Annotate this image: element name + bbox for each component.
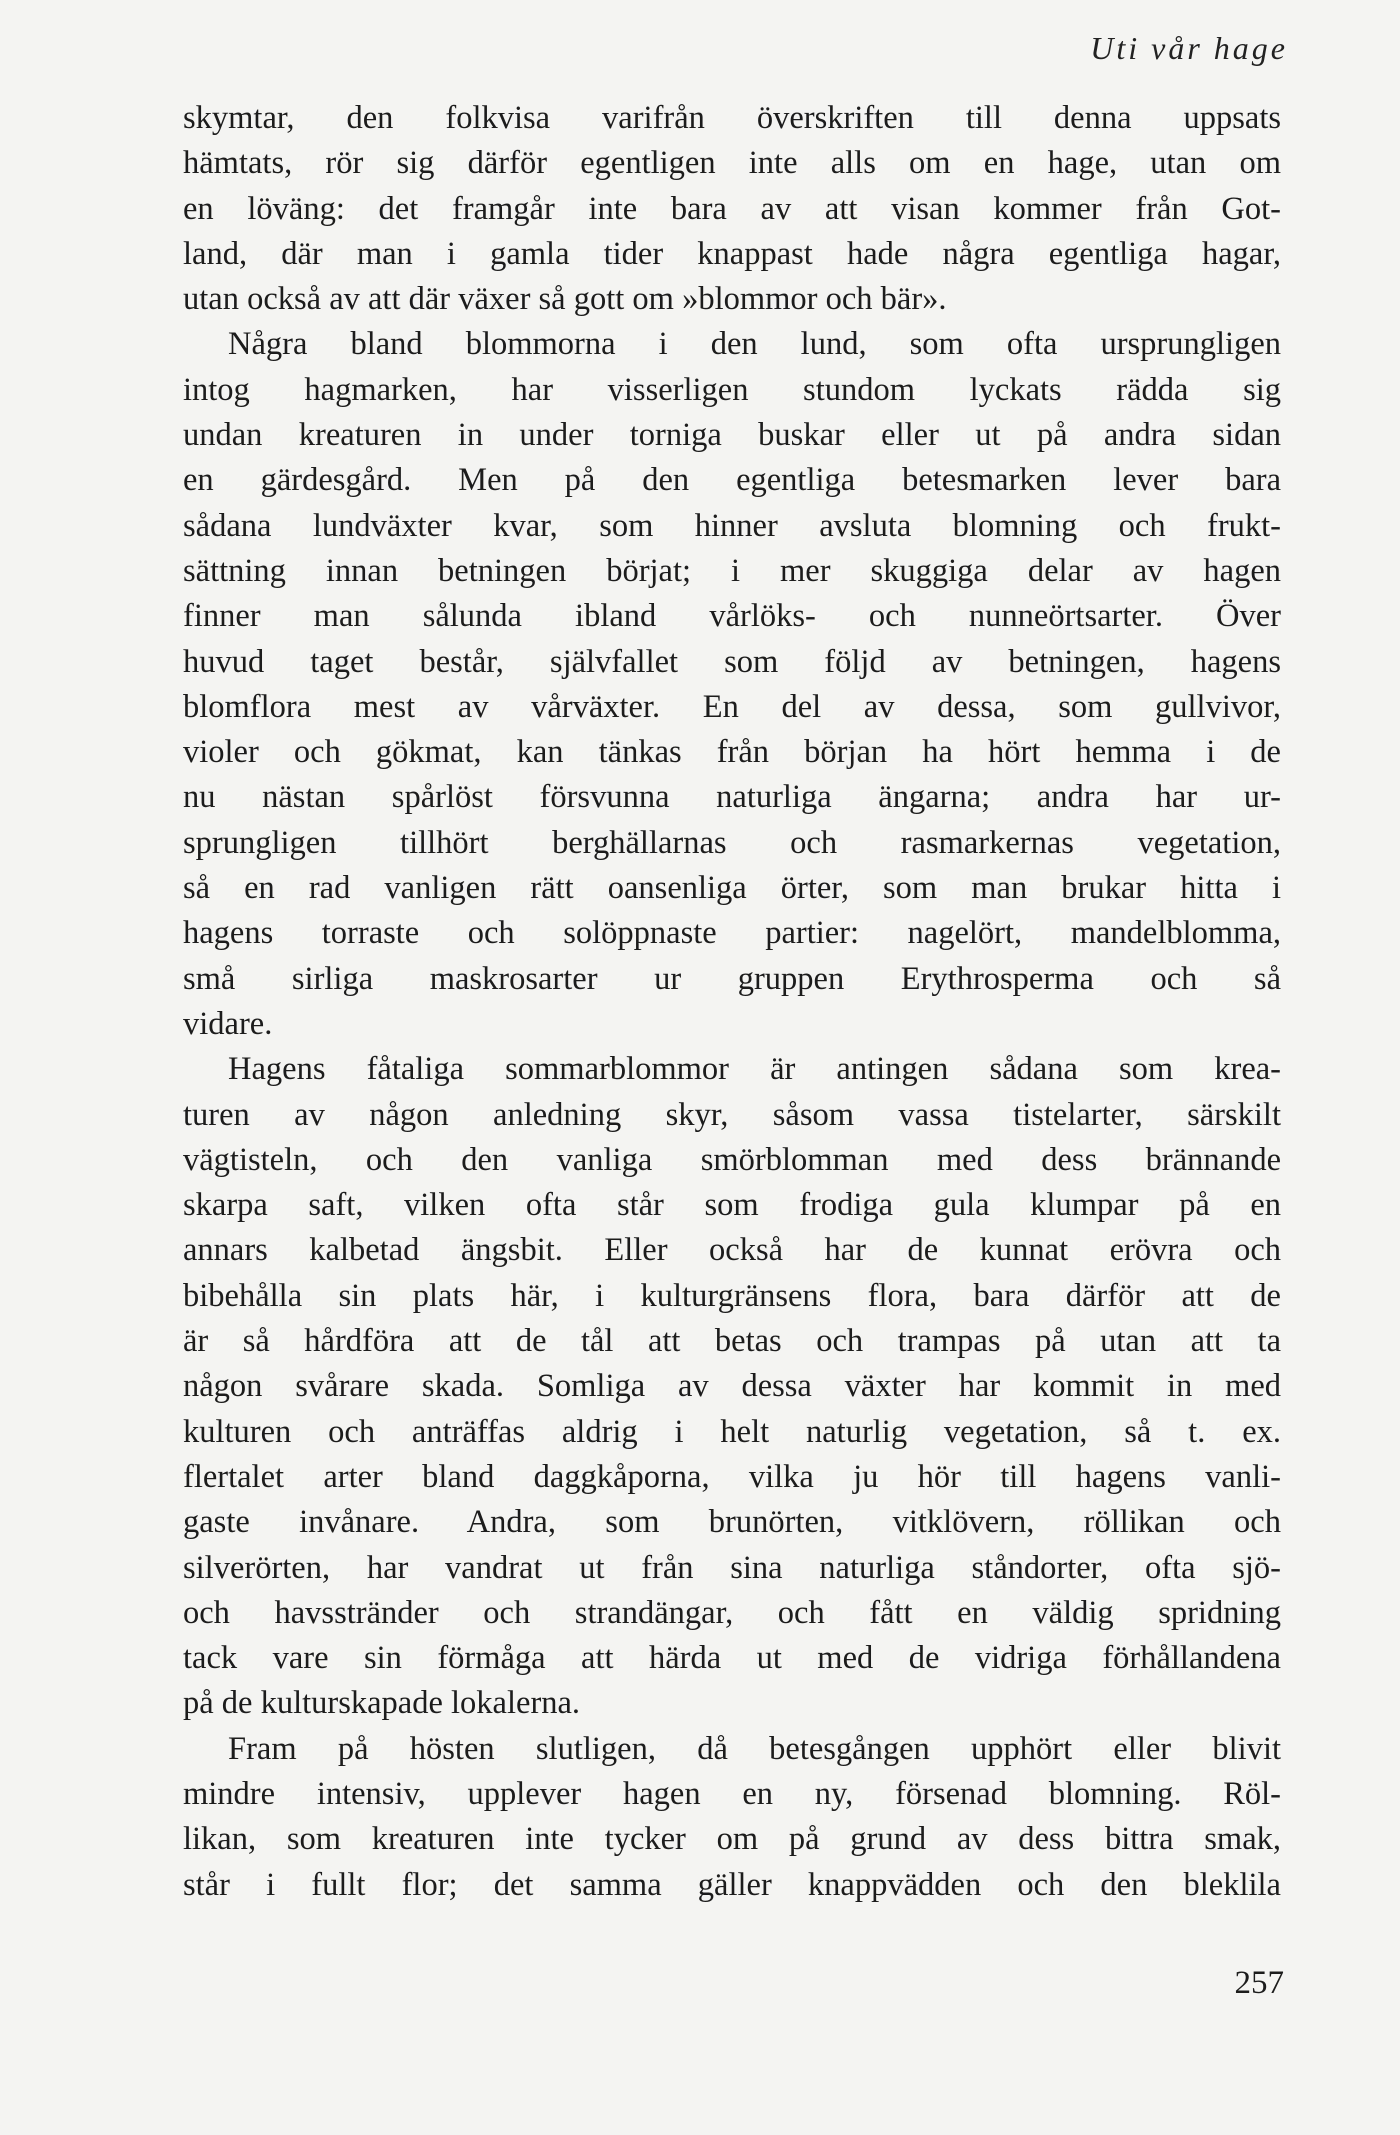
text-line: bibehålla sin plats här, i kulturgränsens flora, bara därför att de [183, 1277, 1281, 1314]
text-line: sådana lundväxter kvar, som hinner avsluta blomning och frukt- [183, 507, 1281, 544]
text-line: nu nästan spårlöst försvunna naturliga ängarna; andra har ur- [183, 779, 1281, 816]
text-line: mindre intensiv, upplever hagen en ny, försenad blomning. Röl- [183, 1775, 1281, 1812]
text-line: är så hårdföra att de tål att betas och trampas på utan att ta [183, 1323, 1281, 1360]
text-line: blomflora mest av vårväxter. En del av dessa, som gullvivor, [183, 688, 1281, 725]
text-line: land, där man i gamla tider knappast hade några egentliga hagar, [183, 235, 1281, 272]
text-line: står i fullt flor; det samma gäller knappvädden och den bleklila [183, 1866, 1281, 1903]
text-line: flertalet arter bland daggkåporna, vilka ju hör till hagens vanli- [183, 1458, 1281, 1495]
text-line: turen av någon anledning skyr, såsom vassa tistelarter, särskilt [183, 1096, 1281, 1133]
page-number: 257 [1234, 1965, 1284, 2001]
text-line: Några bland blommorna i den lund, som ofta ursprungligen [228, 326, 1281, 363]
text-line: och havsstränder och strandängar, och fått en väldig spridning [183, 1594, 1281, 1631]
text-line: huvud taget består, självfallet som följd av betningen, hagens [183, 643, 1281, 680]
text-line: Fram på hösten slutligen, då betesgången upphört eller blivit [228, 1730, 1281, 1767]
text-line: kulturen och anträffas aldrig i helt naturlig vegetation, så t. ex. [183, 1413, 1281, 1450]
text-line: vägtisteln, och den vanliga smörblomman med dess brännande [183, 1141, 1281, 1178]
text-line: hämtats, rör sig därför egentligen inte alls om en hage, utan om [183, 145, 1281, 182]
text-line: sättning innan betningen börjat; i mer skuggiga delar av hagen [183, 552, 1281, 589]
text-line: Hagens fåtaliga sommarblommor är antingen sådana som krea- [228, 1051, 1281, 1088]
text-line: likan, som kreaturen inte tycker om på grund av dess bittra smak, [183, 1821, 1281, 1858]
running-head: Uti vår hage [1090, 30, 1288, 66]
text-line: annars kalbetad ängsbit. Eller också har de kunnat erövra och [183, 1232, 1281, 1269]
text-line: sprungligen tillhört berghällarnas och rasmarkernas vegetation, [183, 824, 1281, 861]
text-line: intog hagmarken, har visserligen stundom lyckats rädda sig [183, 371, 1281, 408]
text-line: vidare. [183, 1005, 273, 1042]
text-line: skarpa saft, vilken ofta står som frodiga gula klumpar på en [183, 1187, 1281, 1224]
text-line: silverörten, har vandrat ut från sina naturliga ståndorter, ofta sjö- [183, 1549, 1281, 1586]
text-line: violer och gökmat, kan tänkas från början ha hört hemma i de [183, 734, 1281, 771]
body-text [183, 96, 1281, 1908]
text-line: en löväng: det framgår inte bara av att visan kommer från Got- [183, 190, 1281, 227]
text-line: små sirliga maskrosarter ur gruppen Erythrosperma och så [183, 960, 1281, 997]
text-line: så en rad vanligen rätt oansenliga örter, som man brukar hitta i [183, 870, 1281, 907]
text-line: utan också av att där växer så gott om »blommor och bär». [183, 281, 947, 318]
text-line: på de kulturskapade lokalerna. [183, 1685, 581, 1722]
text-line: en gärdesgård. Men på den egentliga betesmarken lever bara [183, 462, 1281, 499]
text-line: undan kreaturen in under torniga buskar eller ut på andra sidan [183, 417, 1281, 454]
text-line: hagens torraste och solöppnaste partier: nagelört, mandelblomma, [183, 915, 1281, 952]
text-line: någon svårare skada. Somliga av dessa växter har kommit in med [183, 1368, 1281, 1405]
text-line: skymtar, den folkvisa varifrån överskriften till denna uppsats [183, 100, 1281, 136]
text-line: finner man sålunda ibland vårlöks- och nunneörtsarter. Över [183, 598, 1281, 635]
text-line: tack vare sin förmåga att härda ut med de vidriga förhållandena [183, 1640, 1281, 1677]
text-line: gaste invånare. Andra, som brunörten, vitklövern, röllikan och [183, 1504, 1281, 1541]
